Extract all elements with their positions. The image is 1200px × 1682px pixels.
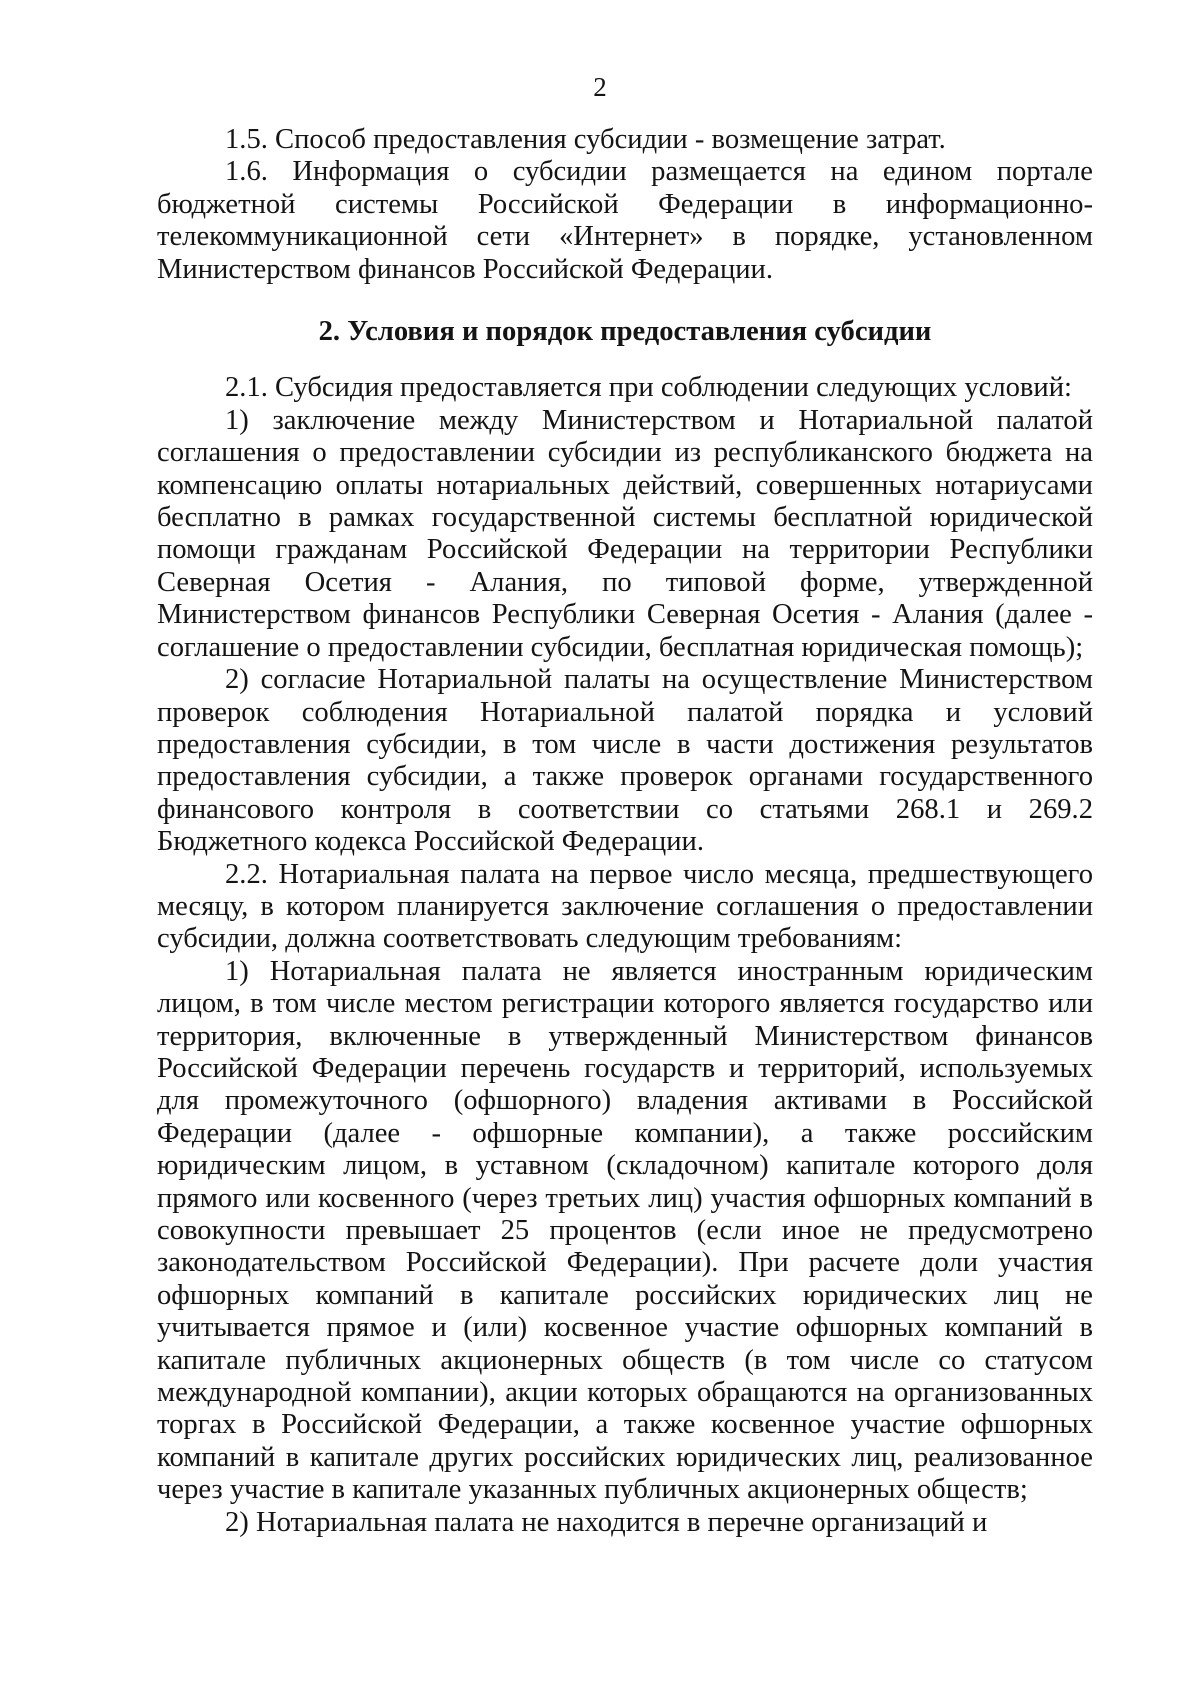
paragraph-1-6: 1.6. Информация о субсидии размещается на едином портале бюджетной системы Российской Федерации в информационно-телекоммуникационной сети «Интернет» в порядке, установленном Министерством финансов Российской Федерации. [157, 156, 1093, 285]
paragraph-2-2-item-1: 1) Нотариальная палата не является иностранным юридическим лицом, в том числе местом регистрации которого является государство или территория, включенные в утвержденный Министерством финансов Российской Федерации перечень государств и территорий, используемых для промежуточного (офшорного) владения активами в Российской Федерации (далее - офшорные компании), а также российским юридическим лицом, в уставном (складочном) капитале которого доля прямого или косвенного (через третьих лиц) участия офшорных компаний в совокупности превышает 25 процентов (если иное не предусмотрено законодательством Российской Федерации). При расчете доли участия офшорных компаний в капитале российских юридических лиц не учитывается прямое и (или) косвенное участие офшорных компаний в капитале публичных акционерных обществ (в том числе со статусом международной компании), акции которых обращаются на организованных торгах в Российской Федерации, а также косвенное участие офшорных компаний в капитале других российских юридических лиц, реализованное через участие в капитале указанных публичных акционерных обществ; [157, 955, 1093, 1506]
page-number: 2 [593, 72, 607, 102]
paragraph-1-5: 1.5. Способ предоставления субсидии - возмещение затрат. [225, 124, 946, 155]
paragraph-2-2-item-2: 2) Нотариальная палата не находится в перечне организаций и [225, 1506, 988, 1538]
paragraph-2-1: 2.1. Субсидия предоставляется при соблюдении следующих условий: [225, 372, 1072, 404]
section-2-heading: 2. Условия и порядок предоставления субсидии [318, 316, 932, 348]
document-body [157, 124, 1093, 1539]
paragraph-2-1-item-1: 1) заключение между Министерством и Нотариальной палатой соглашения о предоставлении субсидии из республиканского бюджета на компенсацию оплаты нотариальных действий, совершенных нотариусами бесплатно в рамках государственной системы бесплатной юридической помощи гражданам Российской Федерации на территории Республики Северная Осетия - Алания, по типовой форме, утвержденной Министерством финансов Республики Северная Осетия - Алания (далее - соглашение о предоставлении субсидии, бесплатная юридическая помощь); [157, 404, 1093, 663]
paragraph-2-1-item-2: 2) согласие Нотариальной палаты на осуществление Министерством проверок соблюдения Нотариальной палатой порядка и условий предоставления субсидии, в том числе в части достижения результатов предоставления субсидии, а также проверок органами государственного финансового контроля в соответствии со статьями 268.1 и 269.2 Бюджетного кодекса Российской Федерации. [157, 664, 1093, 858]
paragraph-2-2: 2.2. Нотариальная палата на первое число месяца, предшествующего месяцу, в котором планируется заключение соглашения о предоставлении субсидии, должна соответствовать следующим требованиям: [157, 858, 1093, 955]
